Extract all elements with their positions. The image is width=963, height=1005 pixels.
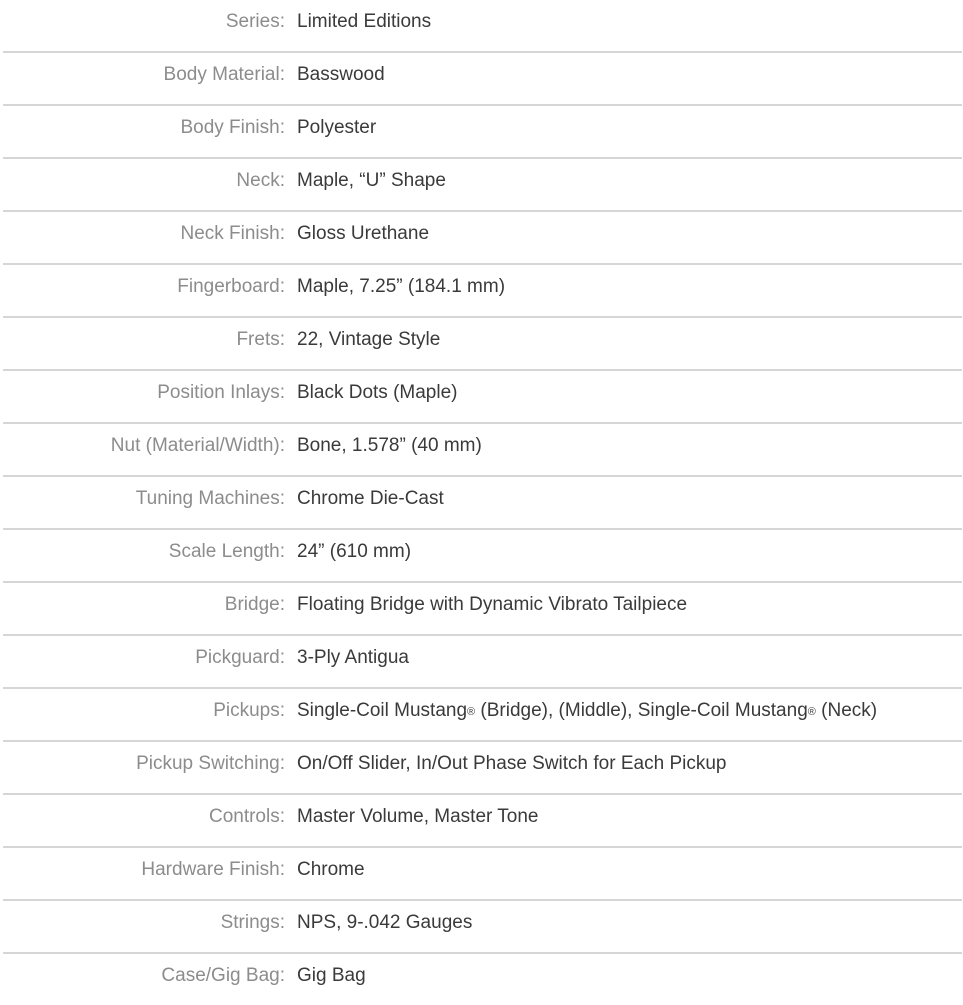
spec-label: Neck: [236, 170, 285, 191]
spec-value: On/Off Slider, In/Out Phase Switch for Each Pickup [297, 753, 727, 774]
spec-value: Limited Editions [297, 11, 432, 32]
spec-label: Fingerboard: [177, 276, 285, 297]
spec-row-position-inlays [3, 371, 962, 424]
spec-label: Pickups: [213, 700, 285, 721]
spec-row-controls [3, 795, 962, 848]
spec-row-bridge [3, 583, 962, 636]
spec-value: NPS, 9-.042 Gauges [297, 912, 473, 933]
spec-value: 3-Ply Antigua [297, 647, 409, 668]
spec-row-neck-finish [3, 212, 962, 265]
spec-label: Controls: [208, 806, 285, 827]
spec-label: Position Inlays: [157, 382, 285, 403]
spec-value: Black Dots (Maple) [297, 382, 458, 403]
spec-value: Gig Bag [297, 965, 366, 986]
spec-row-pickguard [3, 636, 962, 689]
spec-label: Pickup Switching: [136, 753, 285, 774]
spec-value: Chrome [297, 859, 365, 880]
spec-label: Pickguard: [195, 647, 285, 668]
spec-value: 24” (610 mm) [297, 541, 412, 562]
spec-label: Strings: [220, 912, 285, 933]
spec-row-series [3, 0, 962, 53]
spec-value-part: (Neck) [815, 700, 878, 721]
spec-label: Frets: [236, 329, 285, 350]
spec-value [297, 689, 877, 733]
spec-row-nut [3, 424, 962, 477]
spec-value: Maple, 7.25” (184.1 mm) [297, 276, 506, 297]
spec-label: Body Finish: [180, 117, 285, 138]
spec-value: Chrome Die-Cast [297, 488, 444, 509]
spec-label: Nut (Material/Width): [110, 435, 285, 456]
spec-value: 22, Vintage Style [297, 329, 441, 350]
spec-row-hardware-finish [3, 848, 962, 901]
spec-value: Bone, 1.578” (40 mm) [297, 435, 482, 456]
spec-label: Scale Length: [168, 541, 285, 562]
spec-row-case-gig-bag [3, 954, 962, 1005]
spec-row-strings [3, 901, 962, 954]
spec-row-body-finish [3, 106, 962, 159]
spec-value: Basswood [297, 64, 385, 85]
spec-row-fingerboard [3, 265, 962, 318]
spec-label: Bridge: [224, 594, 285, 615]
spec-row-scale-length [3, 530, 962, 583]
spec-table [3, 0, 962, 1005]
spec-row-body-material [3, 53, 962, 106]
registered-mark: ® [807, 706, 816, 718]
spec-row-tuning-machines [3, 477, 962, 530]
spec-value: Maple, “U” Shape [297, 170, 446, 191]
spec-label: Hardware Finish: [141, 859, 285, 880]
spec-value: Polyester [297, 117, 377, 138]
spec-label: Neck Finish: [180, 223, 285, 244]
spec-label: Series: [225, 11, 285, 32]
spec-label: Body Material: [163, 64, 285, 85]
spec-value: Floating Bridge with Dynamic Vibrato Tailpiece [297, 594, 688, 615]
spec-value-part: (Bridge), (Middle), Single-Coil Mustang [475, 700, 808, 721]
spec-label: Case/Gig Bag: [161, 965, 285, 986]
spec-row-neck [3, 159, 962, 212]
spec-row-frets [3, 318, 962, 371]
spec-row-pickup-switching [3, 742, 962, 795]
spec-label: Tuning Machines: [135, 488, 285, 509]
spec-value-part: Single-Coil Mustang [297, 700, 468, 721]
spec-row-pickups [3, 689, 962, 742]
registered-mark: ® [467, 706, 476, 718]
spec-value: Master Volume, Master Tone [297, 806, 539, 827]
spec-value: Gloss Urethane [297, 223, 430, 244]
